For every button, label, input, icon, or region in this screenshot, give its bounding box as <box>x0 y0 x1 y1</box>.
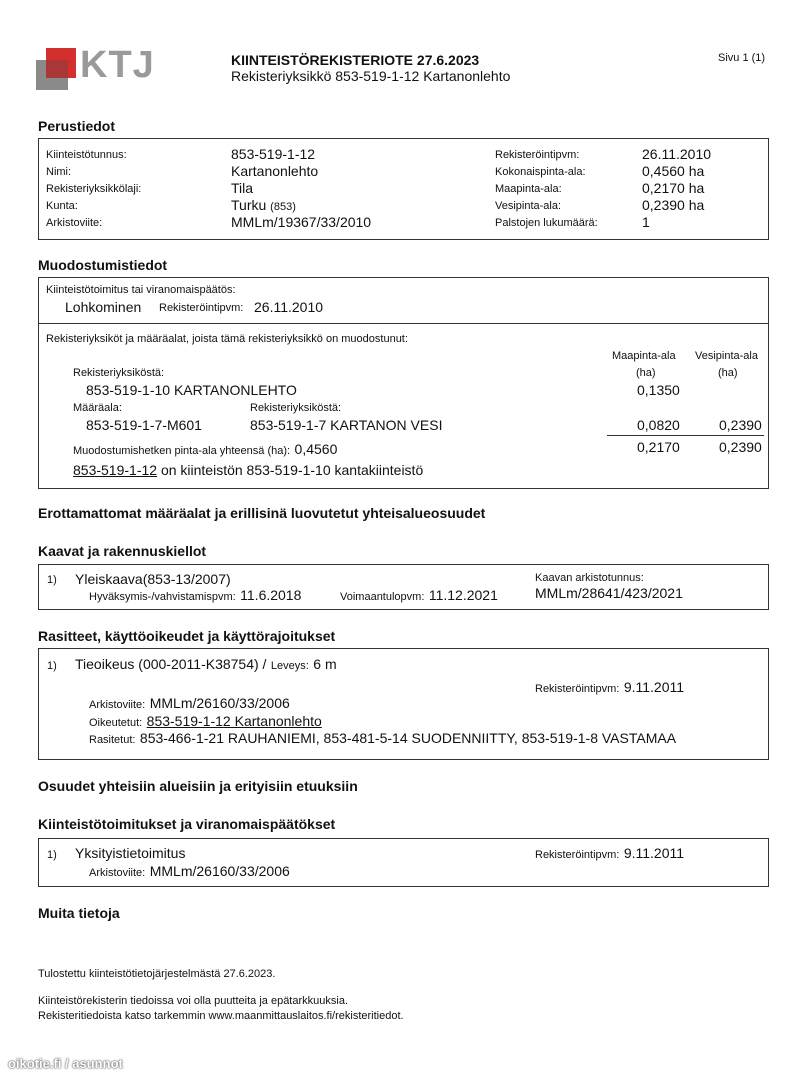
field-value: MMLm/19367/33/2010 <box>231 214 372 230</box>
field-label: Kokonaispinta-ala: <box>495 166 586 178</box>
section-heading-osuudet: Osuudet yhteisiin alueisiin ja erityisiin etuuksiin <box>38 778 358 794</box>
maara-label: Määräala: <box>73 402 122 414</box>
ark-label: Kaavan arkistotunnus: <box>535 572 644 584</box>
toimitus-value: Lohkominen <box>65 299 142 315</box>
perustiedot-box <box>38 138 769 240</box>
item-number: 1) <box>47 849 57 861</box>
intro-text: Rekisteriyksiköt ja määräalat, joista tämä rekisteriyksikkö on muodostunut: <box>46 333 408 345</box>
rek-value: 9.11.2011 <box>623 845 685 861</box>
kaava-name: Yleiskaava(853-13/2007) <box>75 571 231 587</box>
unit-vesi: (ha) <box>718 367 738 379</box>
oik-link[interactable]: 853-519-1-12 Kartanonlehto <box>146 713 322 729</box>
toimitus-name: Yksityistietoimitus <box>75 845 186 861</box>
ark-value: MMLm/26160/33/2006 <box>149 863 290 879</box>
voim-value: 11.12.2021 <box>428 587 498 603</box>
section-heading-rasitteet: Rasitteet, käyttöoikeudet ja käyttörajoitukset <box>38 628 336 644</box>
divider <box>39 323 768 324</box>
field-label: Kunta: <box>46 200 78 212</box>
ras-row <box>89 730 676 748</box>
oik-label: Oikeutetut: <box>89 717 143 729</box>
sum-rule <box>607 435 764 436</box>
ark-row <box>89 863 290 881</box>
hyv-label: Hyväksymis-/vahvistamispvm: <box>89 591 236 603</box>
rek-label: Rekisteröintipvm: <box>159 302 244 314</box>
total-value: 0,4560 <box>294 441 338 457</box>
footer-note-2: Rekisteritiedoista katso tarkemmin www.maanmittauslaitos.fi/rekisteritiedot. <box>38 1010 404 1022</box>
row2-vesi: 0,2390 <box>719 417 762 433</box>
section-heading-kaavat: Kaavat ja rakennuskiellot <box>38 543 207 559</box>
field-label: Rekisteriyksikkölaji: <box>46 183 142 195</box>
rek-value: 26.11.2010 <box>254 299 324 315</box>
hyv-row <box>89 587 301 605</box>
rek-label: Rekisteröintipvm: <box>535 683 620 695</box>
municipality-code: (853) <box>270 201 296 213</box>
voim-row <box>340 587 498 605</box>
footer-printed: Tulostettu kiinteistötietojärjestelmästä 27.6.2023. <box>38 968 276 980</box>
field-value: 0,4560 ha <box>642 163 705 179</box>
kanta-text: on kiinteistön 853-519-1-10 kantakiinteistö <box>160 462 424 478</box>
rekyks2-value: 853-519-1-7 KARTANON VESI <box>250 417 443 433</box>
rasite-title <box>75 656 337 674</box>
leveys-label: Leveys: <box>270 660 309 672</box>
document-title: KIINTEISTÖREKISTERIOTE 27.6.2023 <box>231 52 480 68</box>
kanta-link[interactable]: 853-519-1-12 <box>73 462 158 478</box>
ras-value: 853-466-1-21 RAUHANIEMI, 853-481-5-14 SUODENNIITTY, 853-519-1-8 VASTAMAA <box>139 730 677 746</box>
rek-row <box>535 679 684 697</box>
watermark: oikotie.fi / asunnot <box>8 1056 123 1071</box>
item-number: 1) <box>47 660 57 672</box>
ark-value: MMLm/26160/33/2006 <box>149 695 290 711</box>
rek-value: 9.11.2011 <box>623 679 685 695</box>
rasite-name: Tieoikeus (000-2011-K38754) / <box>75 656 267 672</box>
field-value: 853-519-1-12 <box>231 146 316 162</box>
leveys-value: 6 m <box>313 656 337 672</box>
section-heading-erottamattomat: Erottamattomat määräalat ja erillisinä luovutetut yhteisalueosuudet <box>38 505 486 521</box>
rek-label: Rekisteröintipvm: <box>535 849 620 861</box>
muodostumis-box <box>38 277 769 489</box>
unit-maa: (ha) <box>636 367 656 379</box>
total-label: Muodostumishetken pinta-ala yhteensä (ha): <box>73 445 291 457</box>
field-label: Vesipinta-ala: <box>495 200 562 212</box>
field-value: 0,2390 ha <box>642 197 705 213</box>
col-header-maapinta: Maapinta-ala <box>612 350 676 362</box>
col-header-vesipinta: Vesipinta-ala <box>695 350 758 362</box>
section-heading-toimitukset: Kiinteistötoimitukset ja viranomaispäätökset <box>38 816 336 832</box>
row2-maa: 0,0820 <box>637 417 680 433</box>
section-heading-muita: Muita tietoja <box>38 905 120 921</box>
field-value: Tila <box>231 180 254 196</box>
document-subtitle: Rekisteriyksikkö 853-519-1-12 Kartanonlehto <box>231 68 511 84</box>
field-label: Kiinteistötunnus: <box>46 149 127 161</box>
rekyks2-label: Rekisteriyksiköstä: <box>250 402 342 414</box>
field-value: 1 <box>642 214 650 230</box>
field-label: Maapinta-ala: <box>495 183 562 195</box>
oik-row <box>89 713 322 731</box>
field-value: 26.11.2010 <box>642 146 712 162</box>
field-value: 0,2170 ha <box>642 180 705 196</box>
rekyks-label: Rekisteriyksiköstä: <box>73 367 165 379</box>
ark-value: MMLm/28641/423/2021 <box>535 585 683 601</box>
toimitukset-box <box>38 838 769 887</box>
field-label: Rekisteröintipvm: <box>495 149 580 161</box>
maara-value: 853-519-1-7-M601 <box>86 417 202 433</box>
ras-label: Rasitetut: <box>89 734 136 746</box>
kaavat-box <box>38 564 769 610</box>
voim-label: Voimaantulopvm: <box>340 591 425 603</box>
section-heading-perustiedot: Perustiedot <box>38 118 116 134</box>
logo-text: KTJ <box>80 44 155 86</box>
field-value: Turku (853) <box>231 197 296 213</box>
page-number: Sivu 1 (1) <box>718 52 766 64</box>
footer-note-1: Kiinteistörekisterin tiedoissa voi olla puutteita ja epätarkkuuksia. <box>38 995 348 1007</box>
ark-label: Arkistoviite: <box>89 867 146 879</box>
field-value: Kartanonlehto <box>231 163 319 179</box>
logo-overlap-square <box>46 60 68 78</box>
total-maa: 0,2170 <box>637 439 680 455</box>
row1-maa: 0,1350 <box>637 382 680 398</box>
row1-value: 853-519-1-10 KARTANONLEHTO <box>86 382 297 398</box>
total-row <box>73 441 337 459</box>
rasitteet-box <box>38 648 769 760</box>
ark-label: Arkistoviite: <box>89 699 146 711</box>
toimitus-label: Kiinteistötoimitus tai viranomaispäätös: <box>46 284 236 296</box>
kanta-row <box>73 462 423 478</box>
field-label: Nimi: <box>46 166 72 178</box>
field-label: Arkistoviite: <box>46 217 103 229</box>
rek-row <box>535 845 684 863</box>
total-vesi: 0,2390 <box>719 439 762 455</box>
field-label: Palstojen lukumäärä: <box>495 217 598 229</box>
section-heading-muodostumistiedot: Muodostumistiedot <box>38 257 168 273</box>
item-number: 1) <box>47 574 57 586</box>
hyv-value: 11.6.2018 <box>240 587 302 603</box>
ark-row <box>89 695 290 713</box>
